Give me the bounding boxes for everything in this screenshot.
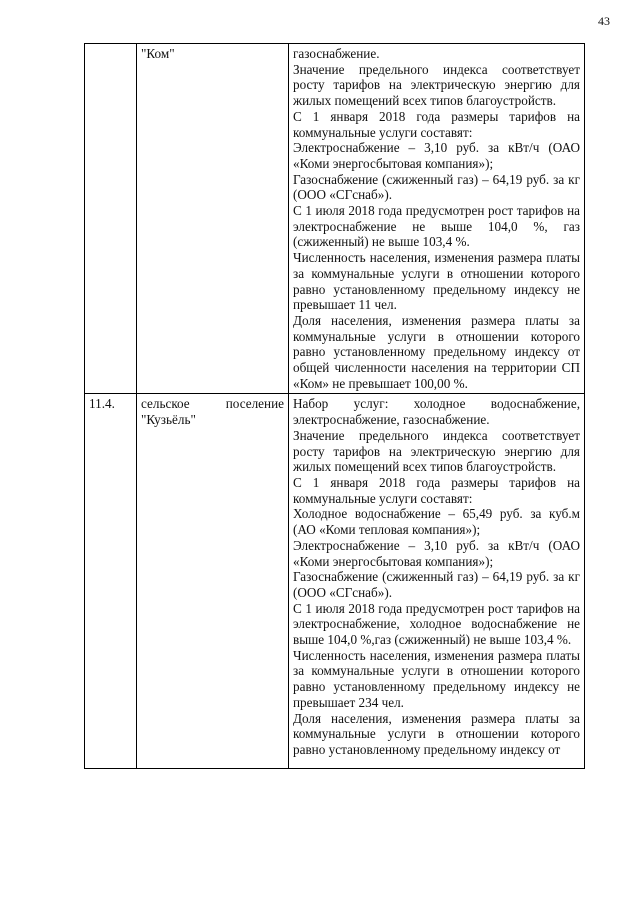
tariff-table xyxy=(84,43,585,769)
settlement-name: сельское поселение "Кузьёль" xyxy=(137,394,289,769)
description-paragraph: Газоснабжение (сжиженный газ) – 64,19 руб. за кг (ООО «СГснаб»). xyxy=(293,171,580,203)
description-paragraph: Электроснабжение – 3,10 руб. за кВт/ч (ОАО «Коми энергосбытовая компания»); xyxy=(293,537,580,569)
row-number: 11.4. xyxy=(85,394,137,769)
page-number: 43 xyxy=(598,14,610,28)
row-number xyxy=(85,44,137,394)
description-paragraph: Численность населения, изменения размера платы за коммунальные услуги в отношении которого равно установленному предельному индексу не превышает 11 чел. xyxy=(293,250,580,313)
description-paragraph: Газоснабжение (сжиженный газ) – 64,19 руб. за кг (ООО «СГснаб»). xyxy=(293,569,580,600)
description-paragraph: Электроснабжение – 3,10 руб. за кВт/ч (ОАО «Коми энергосбытовая компания»); xyxy=(293,140,580,171)
settlement-name: "Ком" xyxy=(137,44,289,394)
description-paragraph: Значение предельного индекса соответствует росту тарифов на электрическую энергию для жилых помещений всех типов благоустройств. xyxy=(293,61,580,109)
tariff-description xyxy=(289,44,585,394)
description-paragraph: С 1 января 2018 года размеры тарифов на коммунальные услуги составят: xyxy=(293,474,580,506)
description-paragraph: Доля населения, изменения размера платы за коммунальные услуги в отношении которого равно установленному предельному индексу от xyxy=(293,710,580,757)
description-paragraph: Численность населения, изменения размера платы за коммунальные услуги в отношении которого равно установленному предельному индексу не превышает 234 чел. xyxy=(293,647,580,710)
description-paragraph: Доля населения, изменения размера платы за коммунальные услуги в отношении которого равно установленному предельному индексу от общей численности населения на территории СП «Ком» не превышает 100,00 %. xyxy=(293,312,580,391)
description-paragraph: Набор услуг: холодное водоснабжение, электроснабжение, газоснабжение. xyxy=(293,396,580,428)
table-row xyxy=(85,394,585,769)
description-paragraph: С 1 июля 2018 года предусмотрен рост тарифов на электроснабжение не выше 104,0 %, газ (сжиженный) не выше 103,4 %. xyxy=(293,203,580,250)
tariff-description xyxy=(289,394,585,769)
description-paragraph: Значение предельного индекса соответствует росту тарифов на электрическую энергию для жилых помещений всех типов благоустройств. xyxy=(293,427,580,475)
description-paragraph: С 1 июля 2018 года предусмотрен рост тарифов на электроснабжение, холодное водоснабжение не выше 104,0 %,газ (сжиженный) не выше 103,4 %. xyxy=(293,600,580,648)
description-paragraph: газоснабжение. xyxy=(293,46,380,61)
table-row xyxy=(85,44,585,394)
description-paragraph: С 1 января 2018 года размеры тарифов на коммунальные услуги составят: xyxy=(293,108,580,140)
description-paragraph: Холодное водоснабжение – 65,49 руб. за куб.м (АО «Коми тепловая компания»); xyxy=(293,506,580,538)
